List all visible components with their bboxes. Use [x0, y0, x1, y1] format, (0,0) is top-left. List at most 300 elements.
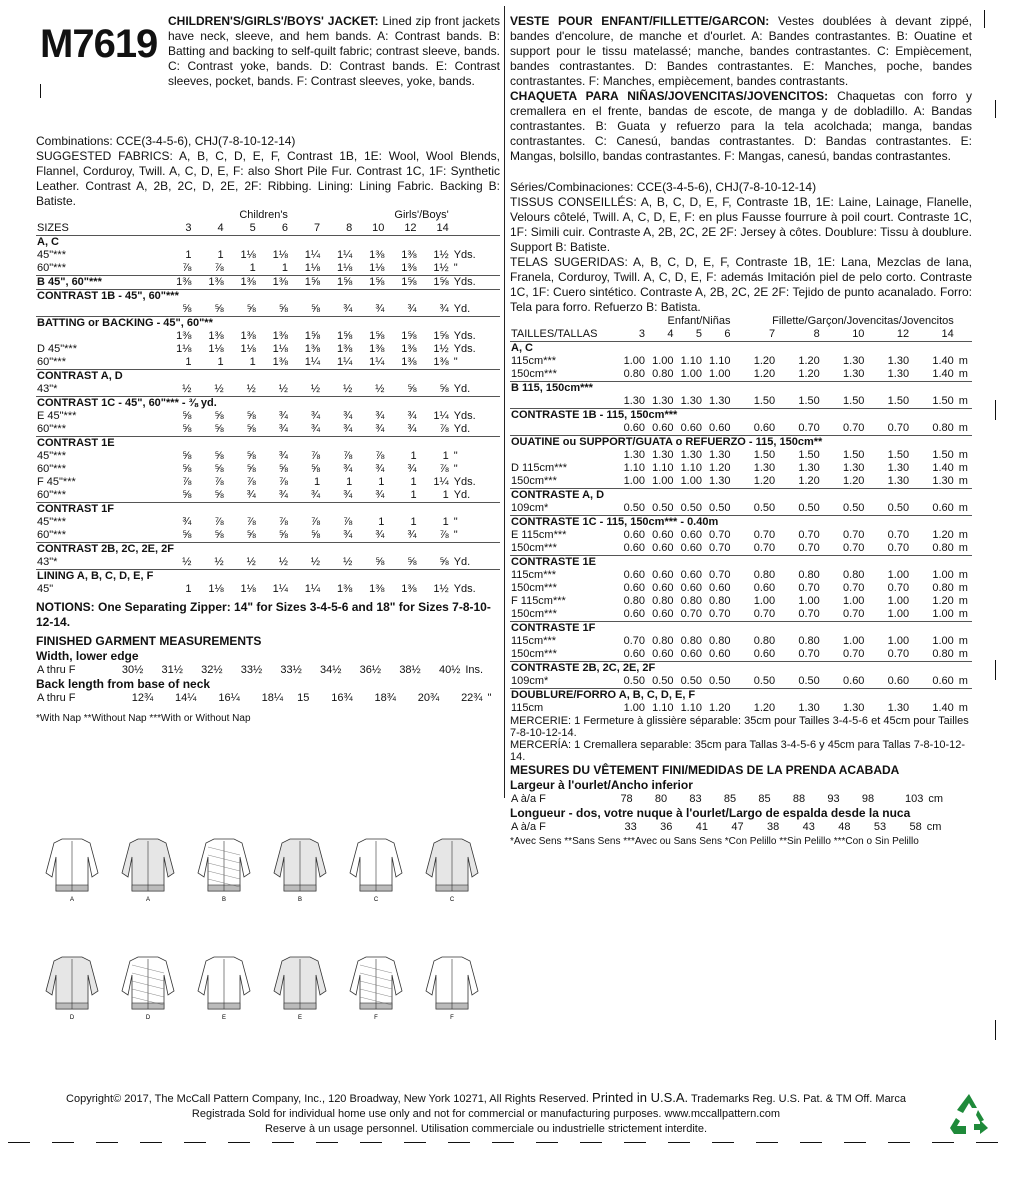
unit-label: m [958, 355, 968, 367]
yardage-value: 0.60 [932, 675, 954, 687]
en-description [168, 14, 500, 89]
yardage-value: ¾ [375, 489, 385, 501]
yardage-value: 1.00 [843, 635, 865, 647]
yardage-value: 1.50 [843, 395, 865, 407]
yardage-value: 1⅜ [272, 330, 288, 342]
yardage-value: 0.70 [843, 529, 865, 541]
row-heading: OUATINE ou SUPPORT/GUATA o REFUERZO - 115, 150cm** [510, 436, 972, 450]
fr-group-children: Enfant/Niñas [667, 315, 731, 327]
table-row [36, 276, 500, 290]
unit-label: m [958, 475, 968, 487]
yardage-value: 1⅛ [304, 262, 321, 274]
unit-label: Yd. [453, 383, 471, 395]
yardage-value: ¾ [375, 463, 385, 475]
yardage-value: 1 [410, 450, 417, 462]
yardage-value: 1.10 [652, 702, 674, 714]
crop-mark [984, 10, 985, 28]
yardage-value: 0.60 [680, 648, 702, 660]
yardage-value: 1⅜ [304, 343, 321, 355]
yardage-value: 0.60 [623, 542, 646, 554]
yardage-value: ⅞ [439, 529, 449, 541]
table-row [36, 489, 500, 503]
yardage-value: 0.60 [652, 648, 674, 660]
yardage-value: ⅝ [439, 383, 449, 395]
yardage-value: ¾ [375, 529, 385, 541]
yardage-value: 1.00 [753, 595, 776, 607]
size-header: 5 [249, 222, 256, 234]
yardage-value: 0.70 [709, 608, 731, 620]
table-row [510, 355, 972, 368]
measurement-value: 78 [620, 793, 633, 805]
yardage-value: 0.80 [753, 569, 776, 581]
yardage-value: 1.00 [623, 355, 646, 367]
yardage-value: 1¼ [272, 583, 288, 595]
es-description-text: Chaquetas con forro y cremallera en el frente, bandas de escote, de manga y de dobladillo. A: Bandas contrastantes. B: Guata y refuerzo para la tela acolchada; manga, bandas contrastantes. C: Canesú, bandas contrastantes. D: Bandas contrastantes. E: Mangas, bolsillo, bandas contrastantes. F: Mangas, canesú, bandas contrastantes. [510, 89, 972, 163]
yardage-value: 1⅛ [208, 583, 224, 595]
table-row [510, 542, 972, 556]
measurement-value: 41 [695, 821, 709, 833]
unit-label: m [958, 595, 968, 607]
row-label: 115cm*** [511, 635, 557, 647]
size-header: 10 [852, 328, 865, 340]
yardage-value: 1 [378, 516, 385, 528]
en-width-label: Width, lower edge [36, 649, 139, 663]
table-row [510, 436, 972, 450]
yardage-value: 1 [217, 249, 224, 261]
yardage-value: ⅝ [278, 529, 288, 541]
yardage-value: 0.50 [709, 502, 731, 514]
yardage-value: 1.50 [798, 449, 820, 461]
measurement-value: 85 [723, 793, 737, 805]
row-label [510, 395, 618, 409]
measurement-value: 80 [654, 793, 668, 805]
fr-width-table [510, 793, 972, 806]
yardage-value: ⅞ [182, 262, 192, 274]
yardage-value: 1.00 [887, 595, 910, 607]
yardage-value: ⅝ [182, 463, 192, 475]
unit-label: " [453, 356, 458, 368]
yardage-value: ¾ [310, 410, 321, 422]
row-label: 43"* [37, 556, 58, 568]
row-heading: B 115, 150cm*** [510, 382, 972, 396]
yardage-value: ⅝ [310, 463, 321, 475]
yardage-value: 1⅝ [369, 330, 385, 342]
yardage-value: 1.30 [843, 355, 865, 367]
unit-label: m [958, 582, 968, 594]
yardage-value: ⅝ [246, 303, 256, 315]
yardage-value: 0.80 [932, 648, 954, 660]
yardage-value: 1½ [433, 583, 449, 595]
yardage-value: 1.30 [652, 449, 674, 461]
yardage-value: 1⅝ [289, 276, 321, 290]
row-label: 150cm*** [511, 582, 557, 594]
yardage-value: 0.50 [843, 502, 865, 514]
jacket-sketch [116, 832, 180, 904]
measurement-row [510, 821, 972, 834]
measurement-value: 33 [624, 821, 637, 833]
row-label: A thru F [37, 664, 76, 676]
row-label: E 115cm*** [511, 529, 567, 541]
en-combinations: Combinations: CCE(3-4-5-6), CHJ(7-8-10-12-14) [36, 134, 296, 148]
sketch-label: F [374, 1015, 378, 1021]
table-row [510, 702, 972, 715]
yardage-value: 0.70 [843, 608, 865, 620]
row-label [36, 330, 160, 343]
yardage-value: ½ [214, 383, 224, 395]
yardage-value: 0.80 [652, 368, 674, 380]
size-header: 3 [185, 222, 192, 234]
jacket-sketch [116, 950, 180, 1022]
yardage-value: ⅝ [246, 529, 256, 541]
yardage-value: ¾ [407, 410, 417, 422]
en-yardage-table [36, 209, 500, 596]
unit-label: " [487, 692, 492, 704]
yardage-value: 1⅜ [272, 356, 288, 368]
unit-label: m [958, 702, 968, 714]
yardage-value: 1.50 [843, 449, 865, 461]
yardage-value: ⅝ [439, 556, 449, 568]
yardage-value: ⅝ [182, 529, 192, 541]
yardage-value: ⅝ [246, 423, 256, 435]
measurement-row [36, 664, 500, 677]
yardage-value: 1½ [433, 262, 449, 274]
row-label: 150cm*** [511, 368, 557, 380]
row-label: 109cm* [511, 675, 549, 687]
yardage-value: 0.80 [798, 569, 820, 581]
yardage-value: 1 [249, 262, 256, 274]
yardage-value: ⅝ [214, 410, 224, 422]
yardage-value: 0.50 [623, 675, 646, 687]
yardage-value: ⅞ [278, 476, 288, 488]
table-row [510, 662, 972, 676]
yardage-value: 1.30 [887, 702, 910, 714]
yardage-value: ½ [214, 556, 224, 568]
yardage-value: 0.50 [652, 502, 674, 514]
yardage-value: 0.80 [843, 569, 865, 581]
row-label: 43"* [37, 383, 58, 395]
row-label: 60"*** [37, 356, 66, 368]
yardage-value: ¾ [407, 529, 417, 541]
es-merceria: MERCERÍA: 1 Cremallera separable: 35cm para Tallas 3-4-5-6 y 45cm para Tallas 7-8-10-12-14. [510, 739, 966, 763]
yardage-value: ¾ [343, 303, 353, 315]
unit-label: Yds. [453, 343, 476, 355]
yardage-value: ¾ [375, 303, 385, 315]
yardage-value: 1⅛ [240, 343, 256, 355]
yardage-value: 0.70 [843, 422, 865, 434]
jacket-sketch [344, 950, 408, 1022]
yardage-value: 1.20 [753, 702, 776, 714]
yardage-value: 1⅛ [240, 249, 256, 261]
yardage-value: 1.50 [798, 395, 820, 407]
measurement-value: 85 [758, 793, 771, 805]
yardage-value: 0.70 [709, 542, 731, 554]
column-divider [504, 6, 505, 798]
yardage-value: 1.20 [798, 368, 820, 380]
yardage-value: 1⅛ [208, 343, 224, 355]
table-row [36, 556, 500, 570]
table-row [510, 595, 972, 608]
yardage-value: 0.70 [798, 582, 820, 594]
yardage-value: 1.40 [932, 355, 954, 367]
row-heading: A, C [36, 236, 500, 250]
yardage-value: 0.60 [652, 542, 674, 554]
printed-in: Printed in U.S.A. [592, 1090, 689, 1105]
crop-mark [995, 660, 996, 680]
unit-label: Yd. [453, 423, 471, 435]
fr-back-label: Longueur - dos, votre nuque à l'ourlet/Largo de espalda desde la nuca [510, 806, 911, 820]
yardage-value: 0.60 [623, 569, 646, 581]
yardage-value: ⅞ [246, 476, 256, 488]
table-row [510, 582, 972, 595]
yardage-value: ⅝ [214, 529, 224, 541]
measurement-value: 32½ [201, 664, 223, 676]
yardage-value: 1⅜ [401, 249, 417, 261]
table-row [510, 622, 972, 636]
yardage-value: ⅝ [182, 489, 192, 501]
yardage-value: 1.30 [887, 462, 910, 474]
en-group-girls: Girls'/Boys' [394, 209, 449, 221]
table-row [36, 303, 500, 317]
unit-label: m [958, 635, 968, 647]
yardage-value: ⅝ [310, 529, 321, 541]
table-row [36, 343, 500, 356]
yardage-value: ⅝ [246, 410, 256, 422]
unit-label: m [958, 502, 968, 514]
yardage-value: ¾ [278, 423, 288, 435]
yardage-value: 1⅜ [401, 356, 417, 368]
yardage-value: 0.70 [753, 529, 776, 541]
table-row [510, 608, 972, 622]
crop-mark [995, 100, 996, 118]
row-label: 150cm*** [511, 648, 557, 660]
jacket-sketch [344, 832, 408, 904]
yardage-value: 1⅜ [401, 583, 417, 595]
table-row [510, 382, 972, 396]
measurement-value: 18¾ [374, 692, 396, 704]
row-heading: CONTRASTE 1F [510, 622, 972, 636]
unit-label: " [453, 262, 458, 274]
table-row [36, 383, 500, 397]
yardage-value: ¾ [439, 303, 449, 315]
yardage-value: 1.00 [709, 368, 731, 380]
yardage-value: 1¼ [304, 249, 321, 261]
yardage-value: ⅝ [182, 450, 192, 462]
yardage-value: ½ [182, 556, 192, 568]
yardage-value: 0.70 [843, 648, 865, 660]
measurement-value: 15 [297, 692, 310, 704]
yardage-value: 1½ [433, 249, 449, 261]
yardage-value: 0.60 [887, 675, 910, 687]
en-sizes-label: SIZES [37, 222, 69, 234]
table-row [510, 556, 972, 570]
yardage-value: 1 [281, 262, 288, 274]
yardage-value: ⅞ [214, 516, 224, 528]
measurement-value: 18¼ [261, 692, 284, 704]
yardage-value: 1.10 [652, 462, 674, 474]
measurement-value: 12¾ [131, 692, 154, 704]
row-label: 115cm*** [511, 569, 557, 581]
unit-label: Yds. [453, 330, 476, 342]
yardage-value: 0.60 [623, 422, 646, 434]
yardage-value: 1 [185, 583, 192, 595]
jacket-sketch [420, 832, 484, 904]
fr-fabrics: TISSUS CONSEILLÉS: A, B, C, D, E, F, Contraste 1B, 1E: Laine, Lainage, Flanelle, Velours côtelé, Twill. A, C, D, E, F: en plus Fausse fourrure à poil court. Contraste 1C, 1F: Simili cuir. Contraste A, 2B, 2C, 2E 2F: Jersey à côtes. Doublure: Tissu à doublure. Support B: Batiste. [510, 195, 972, 254]
yardage-value: 1.30 [887, 475, 910, 487]
row-label: A thru F [37, 692, 76, 704]
yardage-value: 0.50 [798, 675, 820, 687]
jacket-sketch [268, 832, 332, 904]
measurement-value: 40½ [438, 664, 461, 676]
row-label: 45"*** [37, 516, 66, 528]
size-header: 7 [313, 222, 321, 234]
table-row [36, 330, 500, 343]
row-label: D 115cm*** [511, 462, 568, 474]
table-row [510, 409, 972, 423]
yardage-value: 0.60 [709, 648, 731, 660]
yardage-value: 1⅜ [369, 343, 385, 355]
yardage-value: 1 [313, 476, 321, 488]
yardage-value: 0.60 [652, 582, 674, 594]
yardage-value: 0.70 [798, 422, 820, 434]
yardage-value: 1⅜ [192, 276, 224, 290]
row-heading: CONTRASTE A, D [510, 489, 972, 503]
table-row [36, 423, 500, 437]
yardage-value: ⅝ [182, 303, 192, 315]
table-row [510, 342, 972, 356]
yardage-value: ⅞ [343, 516, 353, 528]
yardage-value: ¾ [310, 489, 321, 501]
yardage-value: 1.10 [623, 462, 646, 474]
yardage-value: 1⅝ [304, 330, 321, 342]
size-header: 12 [404, 222, 417, 234]
yardage-value: 1.30 [652, 395, 674, 407]
yardage-value: 1⅝ [401, 330, 417, 342]
sketch-label: D [145, 1015, 151, 1021]
jacket-sketch [40, 832, 104, 904]
row-heading: A, C [510, 342, 972, 356]
yardage-value: 1.00 [623, 475, 646, 487]
yardage-value: 1¼ [304, 356, 321, 368]
unit-label: Yds. [453, 476, 476, 488]
row-heading: BATTING or BACKING - 45", 60"** [36, 317, 500, 331]
table-row [510, 516, 972, 530]
yardage-value: 1¼ [433, 410, 449, 422]
yardage-value: 1.30 [680, 449, 702, 461]
measurement-value: 31½ [161, 664, 183, 676]
crop-dash-line [8, 1142, 1016, 1143]
yardage-value: ⅝ [214, 450, 224, 462]
yardage-value: 1⅝ [433, 330, 449, 342]
fr-description [510, 14, 972, 89]
measurement-value: 33½ [280, 664, 302, 676]
row-heading: LINING A, B, C, D, E, F [36, 570, 500, 584]
yardage-value: 0.80 [680, 635, 702, 647]
row-label: 60"*** [37, 262, 66, 274]
jacket-sketch [192, 832, 256, 904]
row-heading: CONTRASTE 1C - 115, 150cm*** - 0.40m [510, 516, 972, 530]
row-label: 109cm* [511, 502, 549, 514]
en-column [36, 134, 500, 726]
row-label: 45"*** [37, 450, 66, 462]
yardage-value: 0.70 [798, 529, 820, 541]
size-header: 4 [667, 328, 674, 340]
table-row [510, 502, 972, 516]
row-heading: CONTRAST 1C - 45", 60"*** - ⅜ yd. [36, 397, 500, 411]
yardage-value: 0.60 [652, 422, 674, 434]
sketch-label: A [145, 897, 151, 903]
yardage-value: 1.00 [887, 569, 910, 581]
fr-footnote: *Avec Sens **Sans Sens ***Avec ou Sans Sens *Con Pelillo **Sin Pelillo ***Con o Sin Pelillo [510, 836, 919, 847]
yardage-value: 1 [410, 489, 417, 501]
yardage-value: 1⅛ [336, 262, 353, 274]
row-label: 150cm*** [511, 475, 557, 487]
yardage-value: 0.80 [680, 595, 702, 607]
table-row [36, 236, 500, 250]
crop-mark [995, 400, 996, 420]
measurement-value: 93 [827, 793, 840, 805]
fr-description-text: Vestes doublées à devant zippé, bandes d'encolure, de manche et d'ourlet. A: Bandes contrastantes. B: Ouatine et support pour le tissu matelassé; manche, bandes contrastantes. C: Empiècement, bandes contrastantes. D: Bandes contrastantes. E: Manches, poche, bandes contrastantes. F: Manches, empiècement, bandes contrastants. [510, 14, 972, 88]
measurement-value: 16¾ [331, 692, 353, 704]
unit-label: Yd. [453, 556, 471, 568]
yardage-value: 0.60 [932, 502, 954, 514]
yardage-value: 1.20 [798, 355, 820, 367]
measurement-value: 38 [767, 821, 780, 833]
yardage-value: 0.50 [709, 675, 731, 687]
yardage-value: 1⅜ [369, 249, 385, 261]
yardage-value: ⅞ [439, 423, 449, 435]
table-row [36, 503, 500, 517]
yardage-value: ⅝ [407, 383, 417, 395]
es-fabrics: TELAS SUGERIDAS: A, B, C, D, E, F, Contraste 1B, 1E: Lana, Mezclas de lana, Franela, Corduroy, Twill. A, C, D, E, F: además Imitación piel de pelo corto. Contraste 1C, 1F: Cuero sintético. Contraste A, 2B, 2C, 2E 2F: Tejido de punto acanalado. Forro: Tela para forro. Refuerzo B: Batista. [510, 255, 972, 314]
sketch-label: F [450, 1015, 454, 1021]
copyright-line3: Reserve à un usage personnel. Utilisation commerciale ou industrielle strictement interdite. [264, 1123, 708, 1135]
fr-title: VESTE POUR ENFANT/FILLETTE/GARCON: [510, 14, 770, 28]
yardage-value: ¾ [407, 463, 417, 475]
yardage-value: 0.70 [798, 608, 820, 620]
yardage-value: ⅝ [310, 303, 321, 315]
size-header: 7 [769, 328, 776, 340]
yardage-value: 0.60 [680, 582, 702, 594]
row-heading: DOUBLURE/FORRO A, B, C, D, E, F [510, 689, 972, 703]
en-back-label: Back length from base of neck [36, 677, 211, 691]
yardage-value: 1.30 [753, 462, 776, 474]
en-description-text: Lined zip front jackets have neck, sleeve, and hem bands. A: Contrast bands. B: Batting and backing to self-quilt fabric; contrast sleeve, bands. C: Contrast yoke, bands. D: Contrast bands. E: Contrast sleeves, pocket, bands. F: Contrast sleeves, yoke, bands. [168, 14, 500, 88]
yardage-value: 0.70 [623, 635, 646, 647]
yardage-value: 0.70 [887, 542, 910, 554]
yardage-value: 0.80 [623, 368, 646, 380]
table-row [36, 410, 500, 423]
yardage-value: 1.30 [680, 395, 702, 407]
copyright-line1b: Trademarks Reg. U.S. Pat. & TM Off. Marca [691, 1093, 906, 1105]
yardage-value: ⅝ [214, 463, 224, 475]
size-header: 10 [372, 222, 385, 234]
yardage-value: 0.70 [709, 569, 731, 581]
jacket-sketch [420, 950, 484, 1022]
yardage-value: 1.00 [680, 368, 702, 380]
fr-sizes-row [510, 328, 972, 342]
size-header: 4 [217, 222, 224, 234]
yardage-value: 1.30 [843, 702, 865, 714]
yardage-value: 1.00 [680, 475, 702, 487]
yardage-value: ½ [343, 383, 353, 395]
unit-label: " [453, 516, 458, 528]
unit-label: m [958, 529, 968, 541]
measurement-value: 30½ [121, 664, 144, 676]
yardage-value: ⅞ [375, 450, 385, 462]
yardage-value: 0.50 [753, 502, 776, 514]
yardage-value: ½ [310, 383, 321, 395]
yardage-value: 1.50 [932, 449, 954, 461]
